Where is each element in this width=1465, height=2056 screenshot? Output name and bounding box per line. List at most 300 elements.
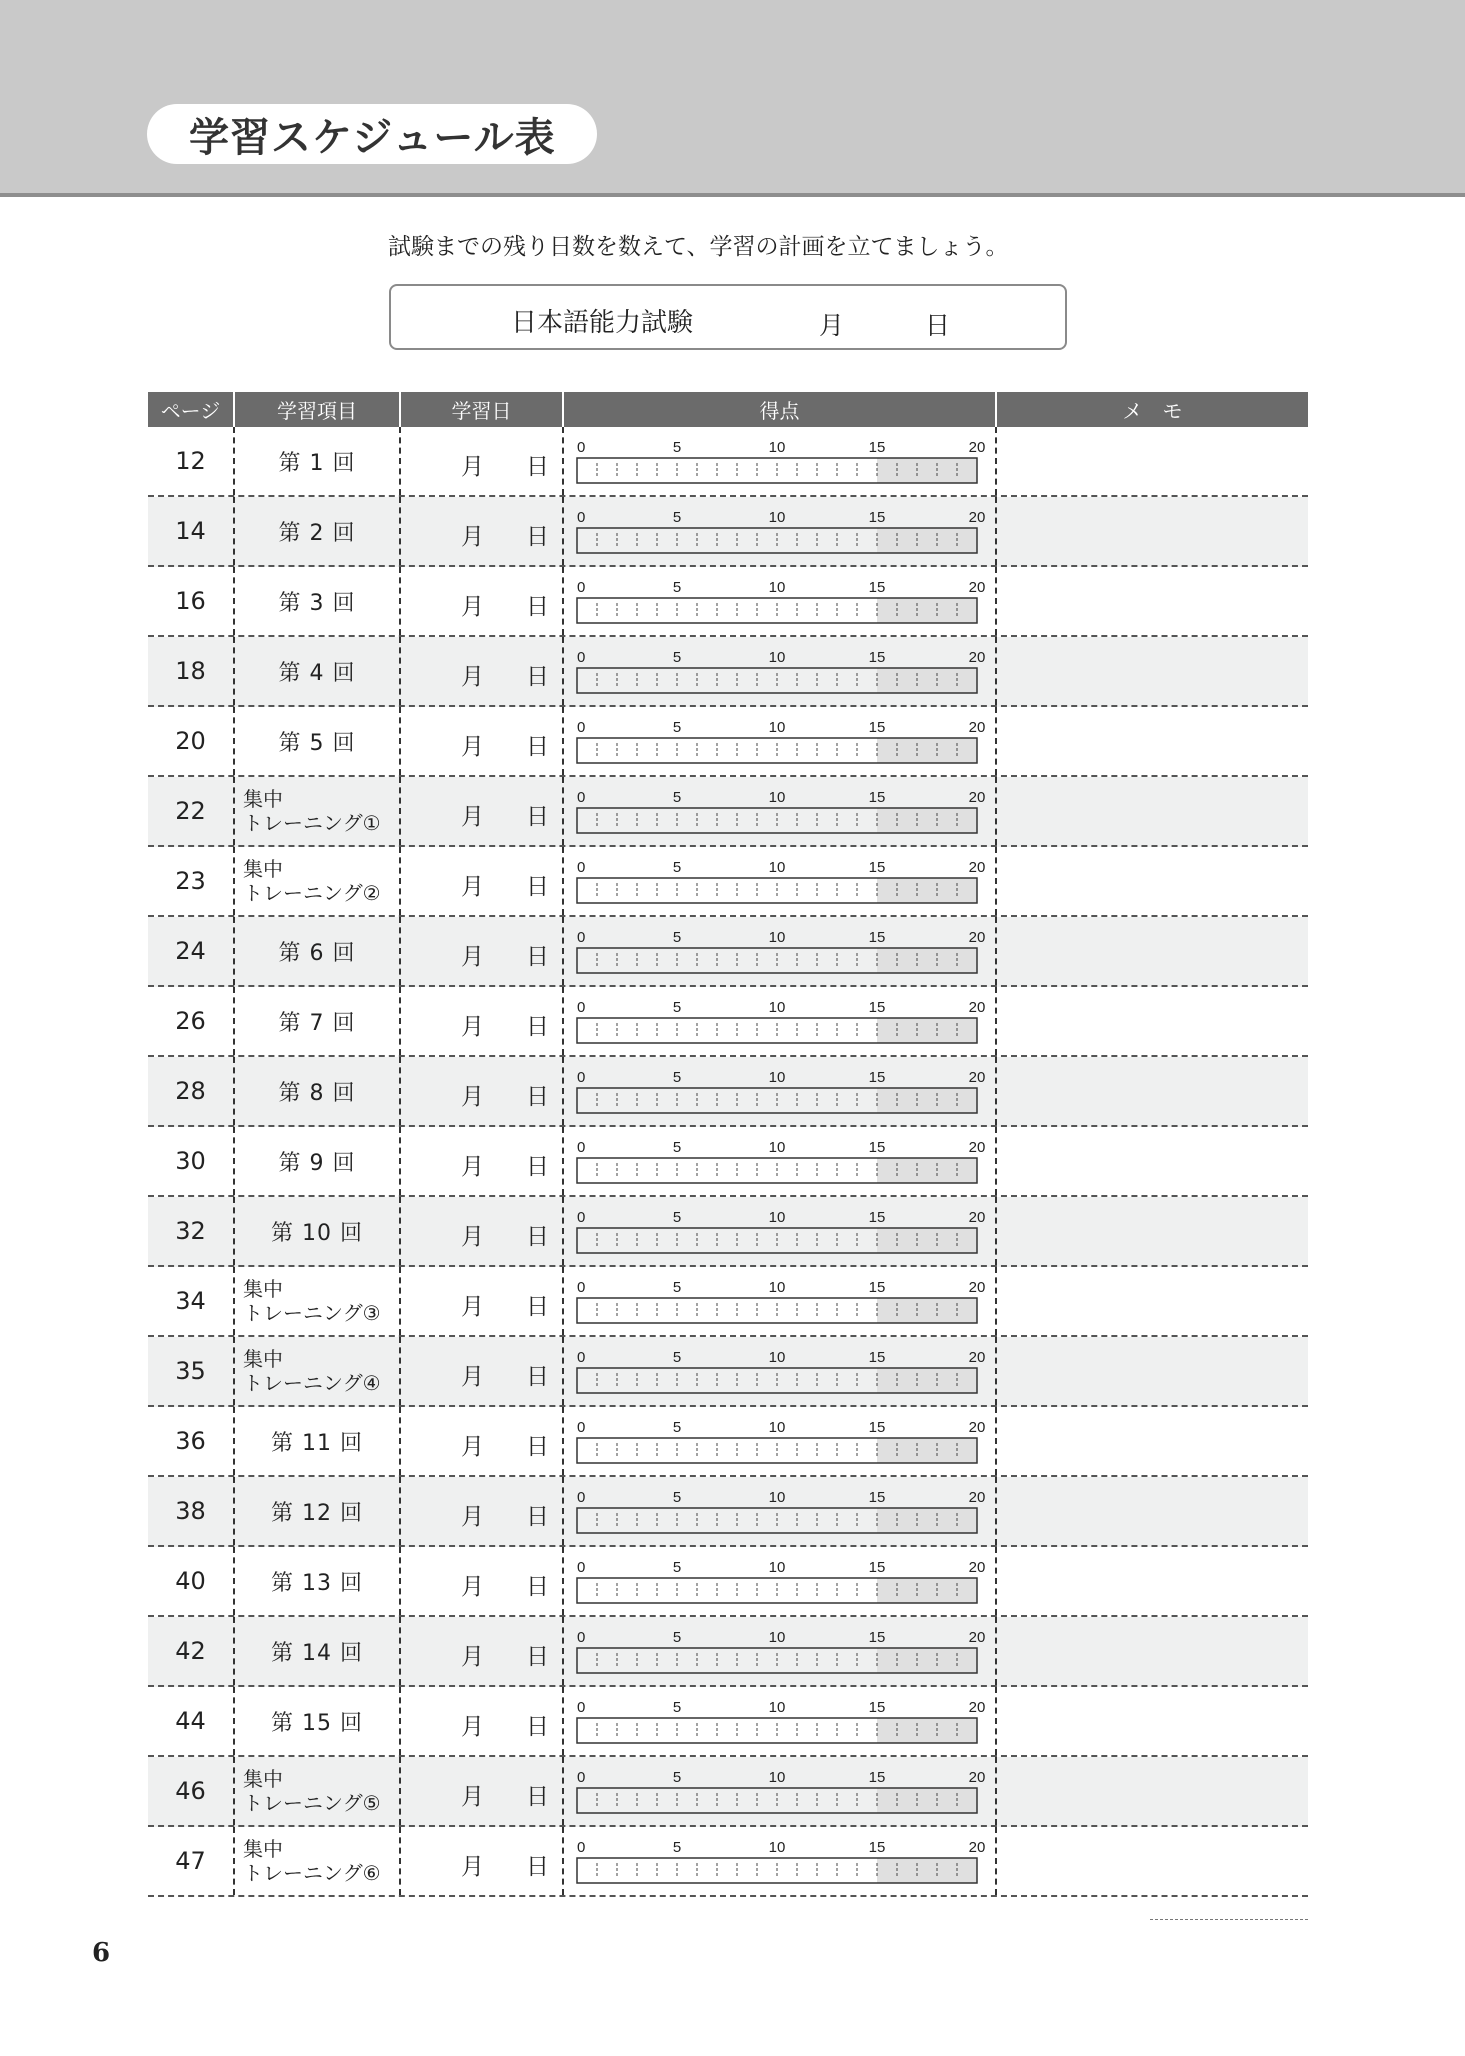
table-row [148,917,1308,987]
score-scale[interactable] [564,1617,997,1685]
month-label: 月 [461,1434,484,1460]
score-tick-label: 5 [672,929,682,946]
date-cell[interactable] [401,1547,564,1615]
page-cell [148,847,235,915]
score-tick-label: 15 [868,1839,886,1856]
date-cell[interactable] [401,1197,564,1265]
score-scale[interactable] [564,1267,997,1335]
score-tick-label: 5 [672,1629,682,1646]
table-row [148,1057,1308,1127]
item-label-line2: トレーニング④ [243,1371,381,1395]
page-number: 6 [92,1938,111,1968]
score-scale[interactable] [564,1687,997,1755]
table-row [148,1827,1308,1897]
page-cell [148,987,235,1055]
header-item: 学習項目 [235,392,401,427]
score-tick-label: 15 [868,1629,886,1646]
score-tick-label: 10 [768,1629,786,1646]
memo-cell[interactable] [997,707,1308,775]
score-tick-label: 0 [577,1069,586,1086]
month-label: 月 [461,594,484,620]
score-tick-label: 0 [577,999,586,1016]
score-tick-label: 20 [968,789,986,806]
score-tick-label: 5 [672,999,682,1016]
item-cell [235,1477,401,1545]
date-cell[interactable] [401,777,564,845]
score-tick-label: 10 [768,1769,786,1786]
page-cell [148,1057,235,1125]
memo-cell[interactable] [997,1197,1308,1265]
score-tick-label: 5 [672,1419,682,1436]
score-scale[interactable] [564,987,997,1055]
score-tick-label: 20 [968,1419,986,1436]
page-number-value: 38 [175,1497,206,1525]
date-cell[interactable] [401,1057,564,1125]
item-label: 第 13 回 [271,1570,363,1596]
month-label: 月 [461,804,484,830]
instruction-text: 試験までの残り日数を数えて、学習の計画を立てましょう。 [388,234,1009,260]
item-label: 第 11 回 [271,1430,363,1456]
item-cell [235,497,401,565]
score-cell[interactable] [564,917,997,985]
page-cell [148,497,235,565]
item-label: 第 14 回 [271,1640,363,1666]
score-tick-label: 15 [868,1559,886,1576]
month-label: 月 [461,1574,484,1600]
score-cell[interactable] [564,497,997,565]
page-number-value: 28 [175,1077,206,1105]
score-tick-label: 5 [672,719,682,736]
score-tick-label: 10 [768,1349,786,1366]
table-row [148,847,1308,917]
item-label: 第 7 回 [278,1010,356,1036]
item-cell [235,1547,401,1615]
score-tick-label: 5 [672,439,682,456]
score-tick-label: 0 [577,929,586,946]
score-tick-label: 10 [768,1489,786,1506]
item-cell [235,1127,401,1195]
month-label: 月 [461,1364,484,1390]
table-row [148,1407,1308,1477]
schedule-table [148,392,1308,1897]
score-tick-label: 20 [968,649,986,666]
memo-cell[interactable] [997,987,1308,1055]
page-cell [148,1197,235,1265]
day-label: 日 [526,1154,549,1180]
item-label: 第 10 回 [271,1220,363,1246]
score-tick-label: 20 [968,579,986,596]
day-label: 日 [526,874,549,900]
score-tick-label: 0 [577,1629,586,1646]
score-tick-label: 20 [968,859,986,876]
score-tick-label: 10 [768,649,786,666]
day-label: 日 [526,454,549,480]
score-tick-label: 0 [577,1209,586,1226]
page-cell [148,1687,235,1755]
month-label: 月 [461,1784,484,1810]
table-row [148,777,1308,847]
score-tick-label: 0 [577,789,586,806]
table-row [148,1337,1308,1407]
item-label-line1: 集中 [243,1837,283,1861]
month-label: 月 [461,1084,484,1110]
day-label: 日 [526,1504,549,1530]
score-cell[interactable] [564,1827,997,1895]
day-label: 日 [526,1784,549,1810]
table-row [148,567,1308,637]
score-scale[interactable] [564,427,997,495]
date-cell[interactable] [401,567,564,635]
score-scale[interactable] [564,1547,997,1615]
date-cell[interactable] [401,1337,564,1405]
score-tick-label: 5 [672,1559,682,1576]
date-cell[interactable] [401,1127,564,1195]
score-tick-label: 0 [577,1699,586,1716]
score-cell[interactable] [564,1267,997,1335]
score-tick-label: 20 [968,509,986,526]
score-tick-label: 10 [768,1559,786,1576]
memo-cell[interactable] [997,1267,1308,1335]
score-tick-label: 5 [672,1069,682,1086]
table-body [148,427,1308,1897]
header-page: ページ [148,392,235,427]
table-row [148,1267,1308,1337]
item-label: 第 12 回 [271,1500,363,1526]
item-label-line1: 集中 [243,1767,283,1791]
item-cell [235,1687,401,1755]
page-cell [148,427,235,495]
score-tick-label: 20 [968,1069,986,1086]
day-label: 日 [526,1364,549,1390]
score-tick-label: 15 [868,929,886,946]
score-tick-label: 0 [577,579,586,596]
score-tick-label: 20 [968,1629,986,1646]
date-cell[interactable] [401,1477,564,1545]
date-cell[interactable] [401,847,564,915]
score-scale[interactable] [564,1127,997,1195]
score-tick-label: 10 [768,859,786,876]
page-number-value: 16 [175,587,206,615]
score-cell[interactable] [564,1337,997,1405]
page-cell [148,1547,235,1615]
memo-cell[interactable] [997,1407,1308,1475]
month-label: 月 [461,1224,484,1250]
date-cell[interactable] [401,1827,564,1895]
item-cell [235,707,401,775]
page-number-value: 30 [175,1147,206,1175]
day-label: 日 [526,804,549,830]
score-scale[interactable] [564,1827,997,1895]
score-tick-label: 5 [672,579,682,596]
score-tick-label: 5 [672,789,682,806]
score-tick-label: 10 [768,509,786,526]
page-number-value: 35 [175,1357,206,1385]
memo-cell[interactable] [997,917,1308,985]
score-high-zone [877,808,977,833]
score-tick-label: 0 [577,509,586,526]
table-row [148,1617,1308,1687]
score-high-zone [877,1018,977,1043]
score-cell[interactable] [564,1477,997,1545]
score-tick-label: 15 [868,1279,886,1296]
score-tick-label: 10 [768,1069,786,1086]
page-number-value: 24 [175,937,206,965]
score-tick-label: 15 [868,1209,886,1226]
table-row [148,1757,1308,1827]
page-number-value: 12 [175,447,206,475]
score-tick-label: 15 [868,859,886,876]
table-row [148,987,1308,1057]
score-tick-label: 15 [868,1699,886,1716]
date-cell[interactable] [401,1617,564,1685]
item-cell [235,1827,401,1895]
exam-month-label: 月 [819,311,845,340]
memo-cell[interactable] [997,427,1308,495]
page-number-value: 23 [175,867,206,895]
item-label: 第 6 回 [278,940,356,966]
date-cell[interactable] [401,987,564,1055]
score-scale[interactable] [564,1197,997,1265]
page-number-value: 47 [175,1847,206,1875]
score-high-zone [877,1858,977,1883]
page-number-value: 44 [175,1707,206,1735]
score-cell[interactable] [564,1617,997,1685]
page-cell [148,917,235,985]
score-high-zone [877,598,977,623]
exam-day-label: 日 [925,311,951,340]
item-label-line2: トレーニング① [243,811,381,835]
score-scale[interactable] [564,847,997,915]
score-cell[interactable] [564,707,997,775]
table-row [148,427,1308,497]
table-header [148,392,1308,427]
score-scale[interactable] [564,637,997,705]
score-scale[interactable] [564,1337,997,1405]
score-tick-label: 5 [672,1349,682,1366]
memo-cell[interactable] [997,1127,1308,1195]
score-high-zone [877,1368,977,1393]
score-cell[interactable] [564,777,997,845]
score-high-zone [877,1508,977,1533]
item-cell [235,1407,401,1475]
date-cell[interactable] [401,1407,564,1475]
item-cell [235,1057,401,1125]
score-tick-label: 15 [868,1419,886,1436]
memo-cell[interactable] [997,497,1308,565]
day-label: 日 [526,1294,549,1320]
month-label: 月 [461,1294,484,1320]
memo-cell[interactable] [997,1337,1308,1405]
item-label: 第 8 回 [278,1080,356,1106]
table-row [148,1547,1308,1617]
header-score: 得点 [564,392,997,427]
day-label: 日 [526,1434,549,1460]
header-date: 学習日 [401,392,564,427]
score-high-zone [877,878,977,903]
score-tick-label: 15 [868,439,886,456]
score-tick-label: 5 [672,649,682,666]
page-cell [148,1127,235,1195]
score-tick-label: 10 [768,999,786,1016]
page-number-value: 18 [175,657,206,685]
score-tick-label: 5 [672,1699,682,1716]
score-tick-label: 10 [768,439,786,456]
item-label-line1: 集中 [243,857,283,881]
page-number-value: 32 [175,1217,206,1245]
item-cell [235,1337,401,1405]
score-tick-label: 0 [577,1139,586,1156]
score-high-zone [877,948,977,973]
memo-cell[interactable] [997,1547,1308,1615]
score-cell[interactable] [564,427,997,495]
day-label: 日 [526,734,549,760]
score-scale[interactable] [564,567,997,635]
item-cell [235,987,401,1055]
score-scale[interactable] [564,707,997,775]
score-tick-label: 20 [968,439,986,456]
score-high-zone [877,1718,977,1743]
score-high-zone [877,1158,977,1183]
score-tick-label: 15 [868,1069,886,1086]
score-tick-label: 20 [968,1769,986,1786]
date-cell[interactable] [401,917,564,985]
score-tick-label: 10 [768,789,786,806]
score-high-zone [877,1578,977,1603]
score-cell[interactable] [564,1687,997,1755]
page-cell [148,1757,235,1825]
month-label: 月 [461,1504,484,1530]
score-scale[interactable] [564,1407,997,1475]
memo-cell[interactable] [997,777,1308,845]
score-cell[interactable] [564,1127,997,1195]
table-row [148,637,1308,707]
score-tick-label: 5 [672,1489,682,1506]
score-cell[interactable] [564,1547,997,1615]
memo-cell[interactable] [997,847,1308,915]
score-tick-label: 15 [868,789,886,806]
item-label-line2: トレーニング⑥ [243,1861,381,1885]
date-cell[interactable] [401,497,564,565]
item-cell [235,777,401,845]
date-cell[interactable] [401,427,564,495]
score-tick-label: 5 [672,1839,682,1856]
table-row [148,707,1308,777]
page-cell [148,1617,235,1685]
item-label-line1: 集中 [243,1347,283,1371]
month-label: 月 [461,944,484,970]
date-cell[interactable] [401,1687,564,1755]
page-number-value: 40 [175,1567,206,1595]
score-tick-label: 20 [968,1839,986,1856]
score-scale[interactable] [564,1757,997,1825]
memo-cell[interactable] [997,637,1308,705]
month-label: 月 [461,1854,484,1880]
memo-cell[interactable] [997,1057,1308,1125]
score-cell[interactable] [564,1757,997,1825]
date-cell[interactable] [401,707,564,775]
page-cell [148,1827,235,1895]
score-tick-label: 10 [768,1209,786,1226]
score-high-zone [877,1648,977,1673]
item-cell [235,1197,401,1265]
score-tick-label: 5 [672,1209,682,1226]
memo-cell[interactable] [997,1477,1308,1545]
score-cell[interactable] [564,1407,997,1475]
score-scale[interactable] [564,1057,997,1125]
day-label: 日 [526,594,549,620]
month-label: 月 [461,1014,484,1040]
item-label: 第 5 回 [278,730,356,756]
score-cell[interactable] [564,1197,997,1265]
score-tick-label: 15 [868,719,886,736]
score-tick-label: 0 [577,1349,586,1366]
score-tick-label: 20 [968,1699,986,1716]
page-number-value: 22 [175,797,206,825]
score-tick-label: 5 [672,1769,682,1786]
score-cell[interactable] [564,987,997,1055]
score-tick-label: 0 [577,1419,586,1436]
score-tick-label: 10 [768,1279,786,1296]
score-cell[interactable] [564,1057,997,1125]
item-label: 第 2 回 [278,520,356,546]
date-cell[interactable] [401,637,564,705]
item-cell [235,427,401,495]
month-label: 月 [461,454,484,480]
item-label: 第 4 回 [278,660,356,686]
page-cell [148,1267,235,1335]
score-tick-label: 10 [768,929,786,946]
item-label-line1: 集中 [243,787,283,811]
month-label: 月 [461,1714,484,1740]
memo-cell[interactable] [997,1757,1308,1825]
page-cell [148,707,235,775]
page-cell [148,1407,235,1475]
score-tick-label: 10 [768,1419,786,1436]
score-tick-label: 5 [672,859,682,876]
title-pill [147,104,597,164]
score-cell[interactable] [564,637,997,705]
score-tick-label: 10 [768,1139,786,1156]
day-label: 日 [526,944,549,970]
item-cell [235,637,401,705]
date-cell[interactable] [401,1267,564,1335]
score-tick-label: 0 [577,439,586,456]
score-tick-label: 0 [577,859,586,876]
score-cell[interactable] [564,847,997,915]
score-scale[interactable] [564,1477,997,1545]
score-tick-label: 20 [968,1279,986,1296]
memo-cell[interactable] [997,1687,1308,1755]
score-tick-label: 20 [968,1349,986,1366]
score-tick-label: 20 [968,929,986,946]
memo-cell[interactable] [997,1617,1308,1685]
score-tick-label: 20 [968,1139,986,1156]
day-label: 日 [526,1014,549,1040]
score-scale[interactable] [564,777,997,845]
score-scale[interactable] [564,497,997,565]
page-number-value: 46 [175,1777,206,1805]
score-tick-label: 0 [577,719,586,736]
date-cell[interactable] [401,1757,564,1825]
memo-cell[interactable] [997,567,1308,635]
memo-cell[interactable] [997,1827,1308,1895]
score-scale[interactable] [564,917,997,985]
score-tick-label: 20 [968,719,986,736]
item-cell [235,917,401,985]
score-tick-label: 15 [868,509,886,526]
header-band [0,0,1465,197]
score-cell[interactable] [564,567,997,635]
